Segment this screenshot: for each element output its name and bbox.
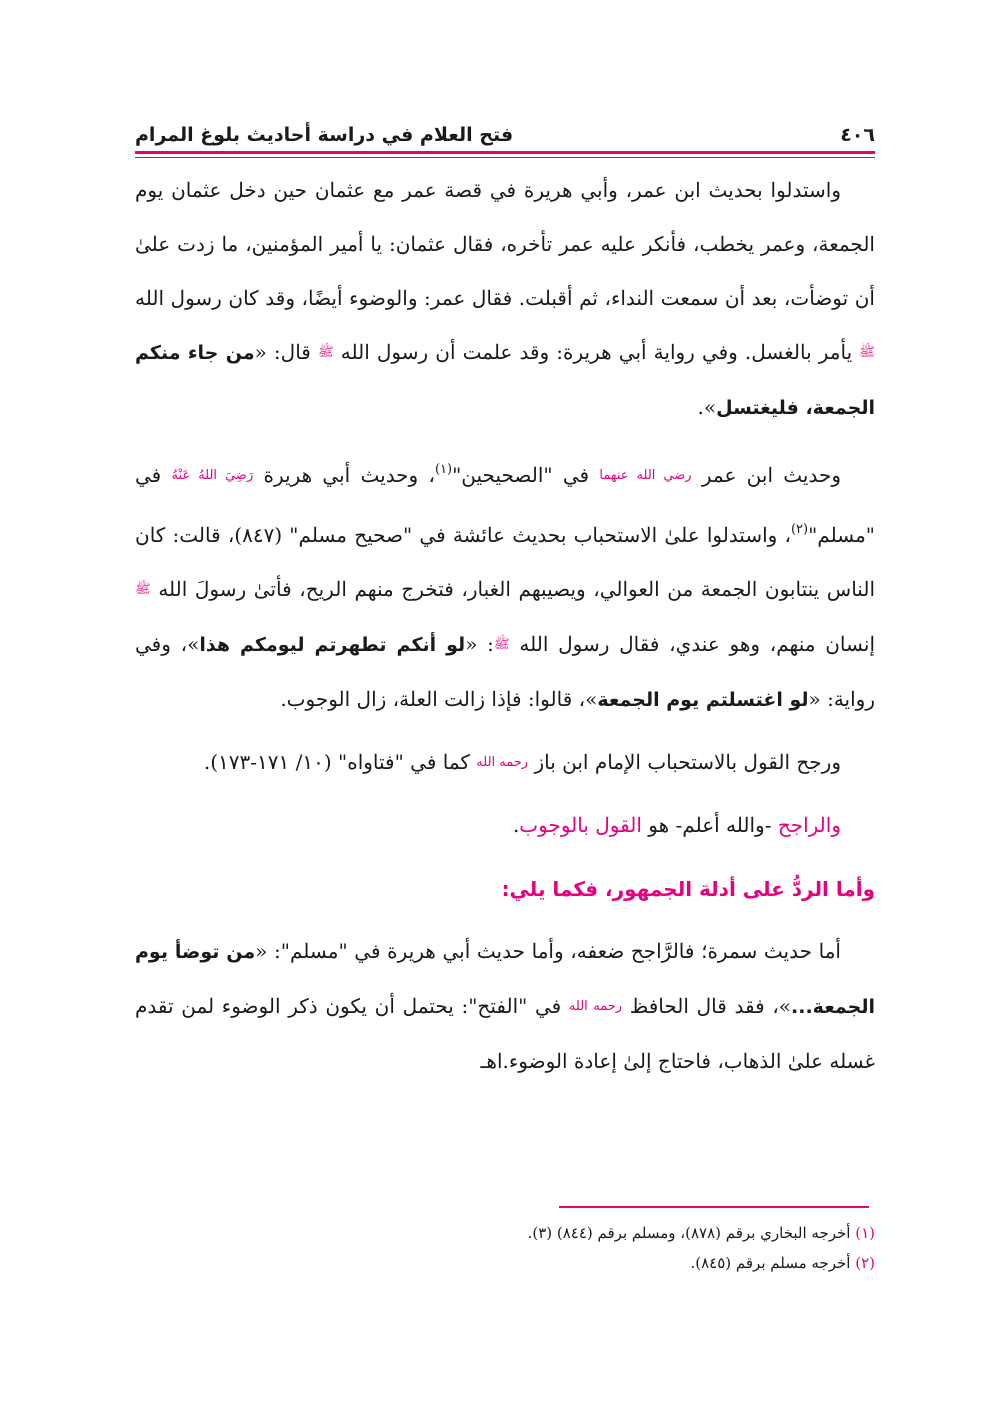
conclusion-value: القول بالوجوب: [519, 813, 642, 837]
hadith-quote: من توضأ يوم الجمعة...: [135, 941, 875, 1018]
footnote-text: أخرجه مسلم برقم (٨٤٥).: [690, 1254, 851, 1272]
header-rule-thin: [135, 157, 875, 158]
header-rule-thick: [135, 151, 875, 154]
page-header: [135, 112, 875, 146]
page-number: ٤٠٦: [840, 124, 875, 146]
footnotes: [135, 1218, 875, 1278]
footnote-separator: [559, 1206, 869, 1208]
paragraph-1: واستدلوا بحديث ابن عمر، وأبي هريرة في قصة عمر مع عثمان حين دخل عثمان يوم الجمعة، وعمر يخطب، فأنكر عليه عمر تأخره، فقال عثمان: يا أمير المؤمنين، ما زدت علىٰ أن توضأت، بعد أن سمعت النداء، ثم أقبلت. فقال عمر: والوضوء أيضًا، وقد كان رسول الله ﷺ يأمر بالغسل. وفي رواية أبي هريرة: وقد علمت أن رسول الله ﷺ قال: «من جاء منكم الجمعة، فليغتسل».: [135, 178, 876, 419]
footnote-2: [135, 1248, 875, 1278]
salawat-icon: ﷺ: [859, 345, 876, 360]
radiya-icon: رَضِيَ اللهُ عَنْهُ: [171, 468, 254, 483]
paragraph-5: أما حديث سمرة؛ فالرَّاجح ضعفه، وأما حديث أبي هريرة في "مسلم": «من توضأ يوم الجمعة...»، فقد قال الحافظ رحمه الله في "الفتح": يحتمل أن يكون ذكر الوضوء لمن تقدم غسله علىٰ الذهاب، فاحتاج إلىٰ إعادة الوضوء.اهـ: [135, 939, 875, 1073]
paragraph-4: والراجح -والله أعلم- هو القول بالوجوب.: [512, 813, 841, 837]
footnote-1: [135, 1218, 875, 1248]
rahimahu-icon: رحمه الله: [476, 755, 529, 770]
hadith-quote: من جاء منكم الجمعة، فليغتسل: [135, 342, 875, 419]
salawat-icon: ﷺ: [493, 637, 510, 652]
footnote-ref-2[interactable]: (٢): [790, 522, 809, 537]
paragraph-3: ورجح القول بالاستحباب الإمام ابن باز رحمه الله كما في "فتاواه" (١٠/ ١٧١-١٧٣).: [203, 750, 841, 774]
footnote-text: أخرجه البخاري برقم (٨٧٨)، ومسلم برقم (٨٤٤) (٣).: [527, 1224, 851, 1242]
salawat-icon: ﷺ: [135, 582, 151, 597]
salawat-icon: ﷺ: [317, 345, 334, 360]
radiya-icon: رضي الله عنهما: [599, 468, 692, 483]
hadith-quote: لو أنكم تطهرتم ليومكم هذا: [199, 634, 466, 656]
rahimahu-icon: رحمه الله: [568, 999, 623, 1014]
section-heading: وأما الردُّ على أدلة الجمهور، فكما يلي:: [501, 877, 875, 901]
book-title: فتح العلام في دراسة أحاديث بلوغ المرام: [135, 124, 514, 146]
conclusion-label: والراجح: [777, 813, 841, 837]
main-text: [135, 163, 875, 1088]
paragraph-2: وحديث ابن عمر رضي الله عنهما في "الصحيحين"$^{(١)}$، وحديث أبي هريرة رَضِيَ اللهُ عَنْهُ في "مسلم"$^{(٢)}$، واستدلوا علىٰ الاستحباب بحديث عائشة في "صحيح مسلم" (٨٤٧)، قالت: كان الناس ينتابون الجمعة من العوالي، ويصيبهم الغبار، فتخرج منهم الريح، فأتىٰ رسولَ الله ﷺ إنسان منهم، وهو عندي، فقال رسول الله ﷺ: «لو أنكم تطهرتم ليومكم هذا»، وفي رواية: «لو اغتسلتم يوم الجمعة»، قالوا: فإذا زالت العلة، زال الوجوب.: [135, 462, 875, 711]
hadith-quote: لو اغتسلتم يوم الجمعة: [597, 689, 809, 711]
footnote-number: (١): [855, 1224, 875, 1242]
footnote-ref-1[interactable]: (١): [434, 462, 453, 477]
footnote-number: (٢): [855, 1254, 875, 1272]
